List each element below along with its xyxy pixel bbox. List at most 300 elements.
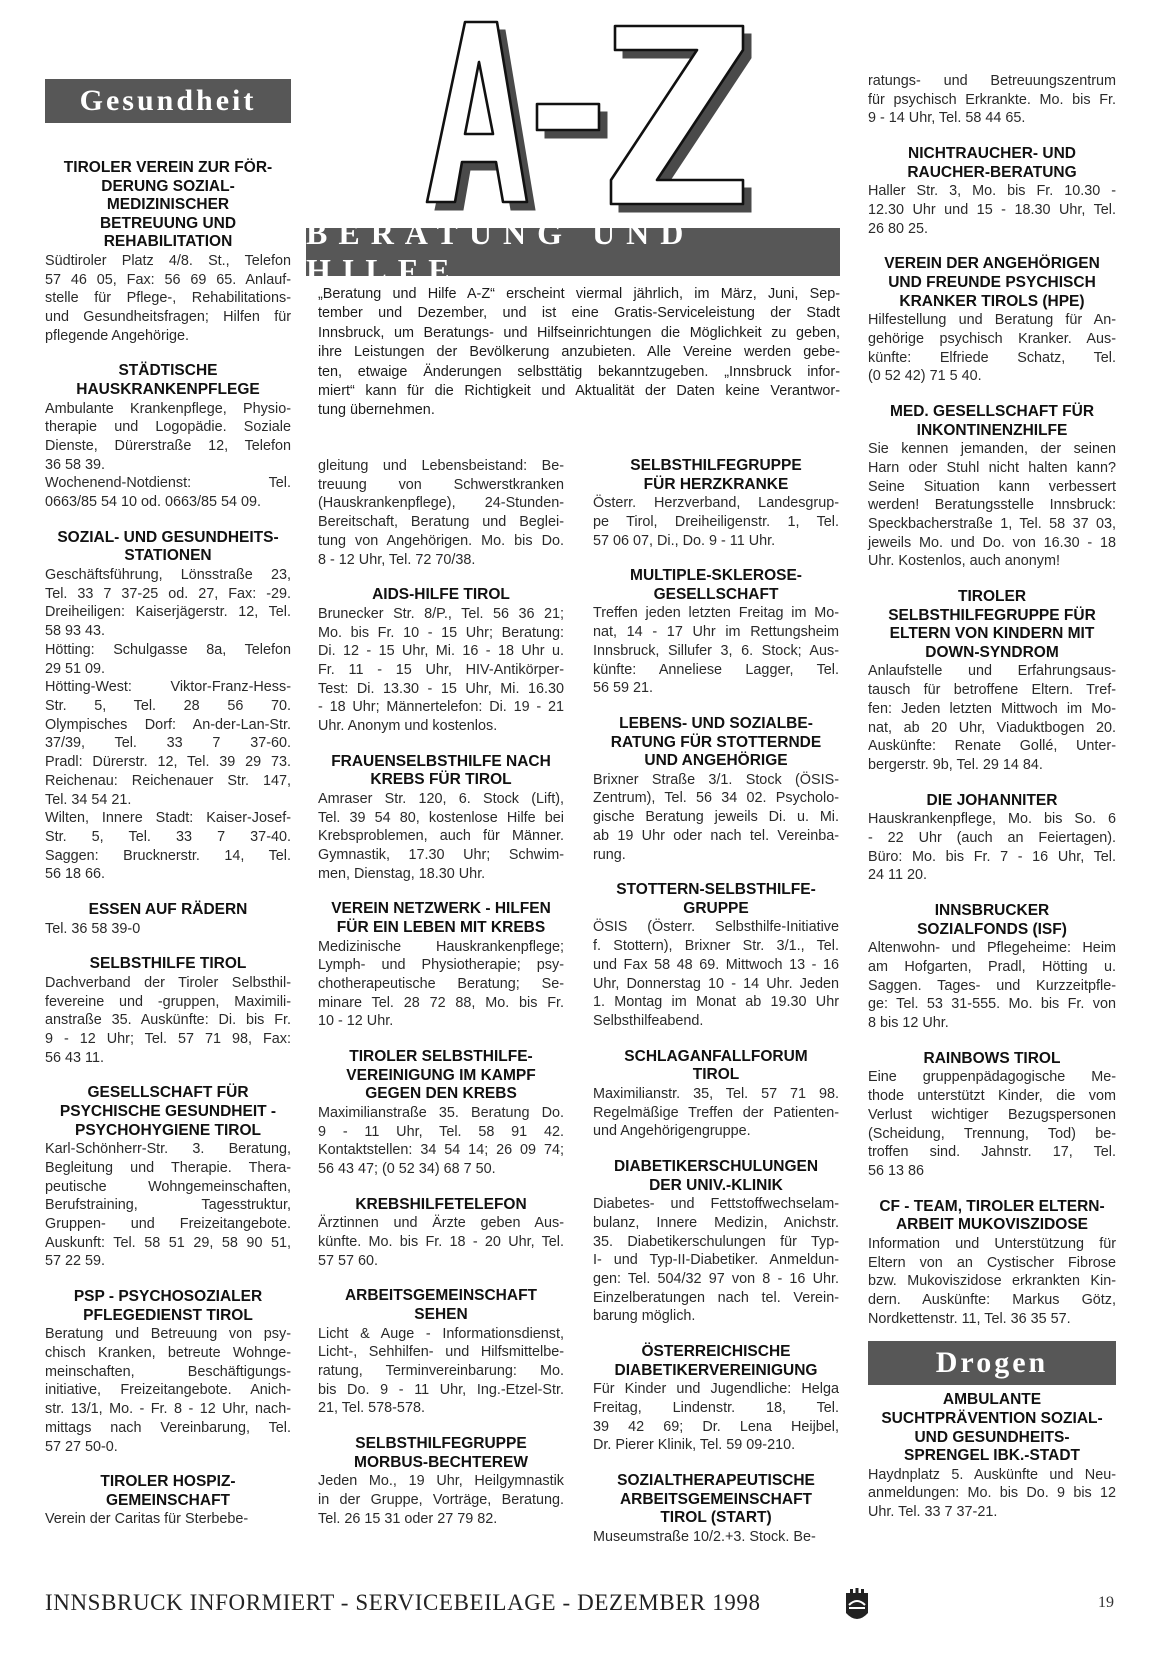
entry-body-line: minare Tel. 28 72 88, Mo. bis Fr. xyxy=(318,994,564,1011)
entry-body-line: Uhr. Anonym und kostenlos. xyxy=(318,718,498,735)
entries-list xyxy=(318,457,564,1528)
entry-body xyxy=(318,1325,564,1419)
entry-body-line: Mo. bis Fr. 10 - 15 Uhr; Beratung: xyxy=(318,624,564,641)
entry-title xyxy=(45,901,291,920)
entry-body-line: anmeldungen: Mo. bis Do. 9 bis 12 xyxy=(868,1485,1116,1502)
directory-entry xyxy=(593,1158,839,1326)
entry-title-line: SPRENGEL IBK.-STADT xyxy=(904,1447,1080,1465)
entry-body-line: Einzelberatungen nach tel. Verein- xyxy=(593,1289,839,1306)
entry-body-line: 9 - 14 Uhr, Tel. 58 44 65. xyxy=(868,110,1026,127)
entry-body-line: bulanz, Innere Medizin, Anichstr. xyxy=(593,1214,839,1231)
directory-entry xyxy=(45,901,291,938)
entry-body-line: künfte: Anneliese Lagger, Tel. xyxy=(593,661,839,678)
entry-title-line: INKONTINENZHILFE xyxy=(916,421,1068,439)
directory-entry xyxy=(868,792,1116,885)
entry-title xyxy=(593,567,839,604)
entry-body xyxy=(593,1380,839,1455)
entry-title-line: RATUNG FÜR STOTTERNDE xyxy=(610,733,822,751)
entry-body xyxy=(45,1140,291,1271)
entry-title-line: DIABETIKERVEREINIGUNG xyxy=(614,1361,818,1379)
entry-title-line: SELBSTHILFEGRUPPE xyxy=(355,1435,527,1453)
directory-entry xyxy=(868,902,1116,1033)
entry-body-line: Für Kinder und Jugendliche: Helga xyxy=(593,1381,839,1398)
entry-body-line: Hauskrankenpflege, Mo. bis So. 6 xyxy=(868,811,1116,828)
entry-title-line: STOTTERN-SELBSTHILFE- xyxy=(616,881,816,899)
entry-title-line: LEBENS- UND SOZIALBE- xyxy=(619,715,813,732)
entry-title-line: GEGEN DEN KREBS xyxy=(365,1085,517,1103)
entries-list xyxy=(868,72,1116,1328)
entry-body-line: ge: Tel. 53 31-555. Mo. bis Fr. von xyxy=(868,996,1116,1013)
entry-body-line: 58 93 43. xyxy=(45,623,106,640)
entry-title-line: RAUCHER-BERATUNG xyxy=(907,163,1077,181)
entry-body-line: Eine gruppenpädagogische Me- xyxy=(868,1069,1116,1086)
intro-line: tung übernehmen. xyxy=(318,402,435,419)
section-header-drogen xyxy=(868,1341,1116,1385)
directory-entry xyxy=(45,529,291,884)
directory-entry xyxy=(868,145,1116,238)
entry-title xyxy=(318,1287,564,1324)
entry-body-line: Licht-, Sehhilfen- und Hilfsmittelbe- xyxy=(318,1344,564,1361)
entry-title-line: DERUNG SOZIAL- xyxy=(101,177,235,195)
intro-paragraph xyxy=(318,285,840,421)
entry-body-line: in der Gruppe, Vorträge, Beratung. xyxy=(318,1492,564,1509)
entry-body-line: (Hauskrankenpflege), 24-Stunden- xyxy=(318,495,564,512)
entry-body-line: 37/39, Tel. 33 7 37-60. xyxy=(45,735,291,752)
directory-entry xyxy=(593,715,839,864)
section-title: Gesundheit xyxy=(79,84,257,117)
directory-entry xyxy=(45,955,291,1067)
entry-body-line: 57 27 50-0. xyxy=(45,1438,118,1455)
entry-body xyxy=(45,974,291,1068)
entry-body-line: 56 59 21. xyxy=(593,680,654,697)
entry-title-line: SOZIALTHERAPEUTISCHE xyxy=(617,1472,815,1490)
entries-list xyxy=(868,1391,1116,1521)
entry-body-line: nat, ab 20 Uhr, Viaduktbogen 20. xyxy=(868,719,1116,736)
directory-entry xyxy=(318,1048,564,1179)
directory-entry xyxy=(318,900,564,1031)
entry-body-line: 35. Diabetikerschulungen für Typ- xyxy=(593,1233,839,1250)
entry-title-line: UND FREUNDE PSYCHISCH xyxy=(888,274,1096,291)
entry-body xyxy=(868,72,1116,128)
entry-body-line: meinschaften, Beschäftigungs- xyxy=(45,1363,291,1380)
directory-entry xyxy=(45,362,291,511)
entry-body-line: 57 06 07, Di., Do. 9 - 11 Uhr. xyxy=(593,532,776,549)
section-header-gesundheit xyxy=(45,79,291,123)
entry-body xyxy=(593,1085,839,1141)
entry-title-line: GESELLSCHAFT FÜR xyxy=(87,1084,249,1102)
directory-entry xyxy=(318,1287,564,1418)
entry-body-line: gleitung und Lebensbeistand: Be- xyxy=(318,458,564,474)
entry-body xyxy=(593,494,839,550)
entry-body-line: Auskünfte: Renate Gollé, Unter- xyxy=(868,738,1116,755)
entry-body-line: (Scheidung, Trennung, Tod) be- xyxy=(868,1125,1116,1142)
entry-body-line: barung möglich. xyxy=(593,1308,696,1325)
entry-body xyxy=(45,252,291,346)
entry-body xyxy=(593,771,839,865)
entry-body-line: Hötting: Schulgasse 8a, Telefon xyxy=(45,641,291,658)
entry-body xyxy=(318,457,564,569)
entry-body-line: Hötting-West: Viktor-Franz-Hess- xyxy=(45,679,291,696)
entry-body-line: therapie und Logopädie. Soziale xyxy=(45,419,291,436)
entry-body-line: 10 - 12 Uhr. xyxy=(318,1013,394,1030)
directory-entry xyxy=(318,586,564,736)
entry-title-line: DOWN-SYNDROM xyxy=(925,643,1059,661)
entry-body-line: Wilten, Innere Stadt: Kaiser-Josef- xyxy=(45,810,291,827)
directory-entry xyxy=(318,457,564,569)
directory-entry xyxy=(868,403,1116,571)
entry-body-line: 9 - 12 Uhr; Tel. 57 71 98, Fax: xyxy=(45,1031,291,1048)
entry-title-line: AMBULANTE xyxy=(942,1391,1042,1409)
entry-body-line: künfte. Mo. bis Fr. 18 - 20 Uhr, Tel. xyxy=(318,1234,564,1251)
entry-body-line: Auskunft: Tel. 58 51 29, 58 90 51, xyxy=(45,1234,291,1251)
entry-body-line: und Fax 58 48 69. Mittwoch 13 - 16 xyxy=(593,956,839,973)
entry-body-line: Hilfestellung und Beratung für An- xyxy=(868,312,1116,329)
entry-body-line: Österr. Herzverband, Landesgrup- xyxy=(593,495,839,512)
entry-title-line: ARBEIT MUKOVISZIDOSE xyxy=(895,1216,1089,1234)
entry-body-line: Tel. 33 7 37-25 od. 27, Fax: -29. xyxy=(45,585,291,602)
directory-entry xyxy=(868,255,1116,386)
entry-title xyxy=(318,1196,564,1215)
entry-title-line: ARBEITSGEMEINSCHAFT xyxy=(619,1490,813,1508)
entry-body-line: 29 51 09. xyxy=(45,660,106,677)
entry-body xyxy=(868,810,1116,885)
entry-title-line: FRAUENSELBSTHILFE NACH xyxy=(331,752,551,770)
entry-title-line: UND ANGEHÖRIGE xyxy=(644,752,788,770)
entry-title xyxy=(318,900,564,937)
entry-title xyxy=(868,255,1116,311)
entry-title-line: CF - TEAM, TIROLER ELTERN- xyxy=(879,1197,1105,1215)
entry-body-line: Verlust wichtiger Bezugspersonen xyxy=(868,1106,1116,1123)
entry-body-line: Dreiheiligen: Kaiserjägerstr. 12, Tel. xyxy=(45,604,291,621)
entry-body-line: Gymnastik, 17.30 Uhr; Schwim- xyxy=(318,847,564,864)
directory-entry xyxy=(868,1050,1116,1181)
intro-line: tember und Dezember, und ist eine Gratis-Serviceleistung der Stadt xyxy=(318,305,840,322)
entry-title-line: SCHLAGANFALLFORUM xyxy=(624,1047,808,1065)
directory-entry xyxy=(593,1048,839,1141)
entry-title-line: SUCHTPRÄVENTION SOZIAL- xyxy=(881,1409,1103,1427)
entry-title xyxy=(868,588,1116,662)
entry-body-line: Treffen jeden letzten Freitag im Mo- xyxy=(593,605,839,622)
entry-body xyxy=(868,440,1116,571)
entry-title-line: STATIONEN xyxy=(124,547,212,565)
entry-body-line: 57 57 60. xyxy=(318,1252,379,1269)
intro-line: miert“ kann für die Richtigkeit und Aktualität der Daten keine Verantwor- xyxy=(318,383,840,400)
entry-title-line: SELBSTHILFE TIROL xyxy=(89,955,247,973)
entry-title-line: VEREIN DER ANGEHÖRIGEN xyxy=(884,255,1100,273)
entry-body-line: Licht & Auge - Informationsdienst, xyxy=(318,1325,564,1342)
entry-body-line: Harn oder Stuhl nicht halten kann? xyxy=(868,459,1116,476)
entry-title-line: SOZIAL- UND GESUNDHEITS- xyxy=(57,528,279,546)
entries-list xyxy=(45,159,291,1529)
entry-body xyxy=(868,1466,1116,1522)
entry-body-line: Dachverband der Tiroler Selbsthil- xyxy=(45,974,291,991)
entry-body-line: Amraser Str. 120, 6. Stock (Lift), xyxy=(318,790,564,807)
entry-body-line: jeweils Mo. und Do. von 16.30 - 18 xyxy=(868,534,1116,551)
entry-body-line: tausch für betroffene Eltern. Tref- xyxy=(868,682,1116,699)
entry-title-line: GESELLSCHAFT xyxy=(653,585,779,603)
entry-title-line: TIROL (START) xyxy=(660,1509,772,1527)
entry-body-line: 36 58 39. xyxy=(45,456,106,473)
entry-title-line: HAUSKRANKENPFLEGE xyxy=(76,381,260,399)
entry-body-line: nat, 14 - 17 Uhr im Rettungsheim xyxy=(593,624,839,641)
entry-title xyxy=(868,1391,1116,1465)
intro-line: „Beratung und Hilfe A-Z“ erscheint viermal jährlich, im März, Juni, Sep- xyxy=(318,286,840,302)
entry-body-line: Nordkettenstr. 11, Tel. 36 35 57. xyxy=(868,1310,1071,1327)
entry-title-line: SELBSTHILFEGRUPPE FÜR xyxy=(888,606,1096,624)
entry-body-line: Tel. 36 58 39-0 xyxy=(45,920,141,937)
entry-body xyxy=(868,1068,1116,1180)
entry-body-line: Ärztinnen und Ärzte geben Aus- xyxy=(318,1215,564,1232)
entry-body-line: str. 13/1, Mo. - Fr. 8 - 12 Uhr, nach- xyxy=(45,1401,291,1418)
entry-body-line: gehörige psychisch Kranker. Aus- xyxy=(868,330,1116,347)
entry-title-line: FÜR HERZKRANKE xyxy=(643,475,789,493)
entry-body-line: Saggen: Brucknerstr. 14, Tel. xyxy=(45,847,291,864)
entry-body xyxy=(593,918,839,1030)
entry-title-line: TIROLER HOSPIZ- xyxy=(100,1473,236,1491)
entry-body-line: Brunecker Str. 8/P., Tel. 56 36 21; xyxy=(318,605,564,622)
column-4 xyxy=(868,72,1116,1539)
entry-body-line: - 18 Uhr; Männertelefon: Di. 19 - 21 xyxy=(318,699,564,716)
entry-title xyxy=(45,1084,291,1140)
entry-title xyxy=(593,1472,839,1528)
entry-body-line: Pradl: Dürerstr. 12, Tel. 39 29 73. xyxy=(45,754,291,771)
column-2 xyxy=(318,457,564,1545)
entry-body-line: Selbsthilfeabend. xyxy=(593,1013,704,1029)
entry-title xyxy=(868,792,1116,811)
entry-title-line: TIROLER xyxy=(957,588,1027,606)
entry-title xyxy=(868,902,1116,939)
entry-title-line: KRANKER TIROLS (HPE) xyxy=(899,292,1085,310)
entry-body-line: gen: Tel. 504/32 97 von 8 - 16 Uhr. xyxy=(593,1271,839,1287)
entry-body-line: 56 43 11. xyxy=(45,1049,104,1066)
entry-title-line: STÄDTISCHE xyxy=(118,362,218,380)
entries-list xyxy=(593,457,839,1547)
beratung-banner xyxy=(306,215,840,288)
entry-body-line: Tel. 39 54 80, kostenlose Hilfe bei xyxy=(318,809,564,826)
entry-body-line: Str. 5, Tel. 28 56 70. xyxy=(45,698,291,714)
entry-body-line: am Hofgarten, Pradl, Hötting u. xyxy=(868,959,1116,975)
entry-body-line: Medizinische Hauskrankenpflege; xyxy=(318,938,564,955)
entry-title xyxy=(318,753,564,790)
entry-body-line: ratungs- und Betreuungszentrum xyxy=(868,73,1116,89)
entry-body xyxy=(45,400,291,512)
entry-body-line: 8 bis 12 Uhr. xyxy=(868,1015,949,1032)
entry-body-line: chotherapeutische Beratung; Se- xyxy=(318,976,564,993)
entry-title-line: KREBS FÜR TIROL xyxy=(370,771,512,789)
entry-body-line: Begleitung und Therapie. Thera- xyxy=(45,1159,291,1176)
entry-body-line: Saggen. Tages- und Kurzzeitpfle- xyxy=(868,977,1116,994)
entry-body xyxy=(593,1528,839,1547)
entry-title xyxy=(45,1473,291,1510)
entry-title xyxy=(868,403,1116,440)
entry-body xyxy=(868,182,1116,238)
intro-line: ten, etwaige Änderungen selbsttätig bekanntzugeben. „Innsbruck infor- xyxy=(318,363,840,380)
entry-body-line: Test: Di. 13.30 - 15 Uhr, Mi. 16.30 xyxy=(318,680,564,697)
entry-body-line: Haydnplatz 5. Auskünfte und Neu- xyxy=(868,1466,1116,1483)
entry-title-line: TIROLER VEREIN ZUR FÖR- xyxy=(63,159,273,176)
entry-title-line: SELBSTHILFEGRUPPE xyxy=(630,457,802,474)
page-number: 19 xyxy=(1098,1594,1114,1611)
entry-body-line: Beratung und Betreuung von psy- xyxy=(45,1326,291,1343)
entry-body-line: (0 52 42) 71 5 40. xyxy=(868,368,982,385)
entry-body-line: thode unterstützt Kinder, die vom xyxy=(868,1088,1116,1105)
directory-entry xyxy=(868,588,1116,775)
banner-title: BERATUNG UND HILFE xyxy=(306,215,695,288)
entry-title-line: REHABILITATION xyxy=(103,233,233,251)
entry-body-line: 21, Tel. 578-578. xyxy=(318,1400,425,1417)
entry-body-line: und Angehörigengruppe. xyxy=(593,1123,751,1140)
entry-body-line: Maximilianstraße 35. Beratung Do. xyxy=(318,1104,564,1121)
column-3 xyxy=(593,457,839,1564)
section-title: Drogen xyxy=(935,1346,1049,1380)
entry-title xyxy=(318,1435,564,1472)
entry-body-line: 57 46 05, Fax: 56 69 65. Anlauf- xyxy=(45,271,291,288)
entry-body xyxy=(318,938,564,1032)
entry-body-line: pe Tirol, Dreiheiligenstr. 1, Tel. xyxy=(593,513,839,530)
entry-body-line: Museumstraße 10/2.+3. Stock. Be- xyxy=(593,1528,816,1545)
entry-body-line: Seine Situation kann verbessert xyxy=(868,478,1116,495)
entry-body-line: - 22 Uhr (auch an Feiertagen). xyxy=(868,830,1116,846)
entry-body-line: Geschäftsführung, Lönsstraße 23, xyxy=(45,567,291,584)
entry-body-line: treuung von Schwerstkranken xyxy=(318,476,564,493)
entry-title xyxy=(45,159,291,252)
directory-entry xyxy=(868,1198,1116,1329)
entry-body-line: Regelmäßige Treffen der Patienten- xyxy=(593,1104,839,1121)
entry-title-line: DER UNIV.-KLINIK xyxy=(649,1176,783,1194)
entry-title xyxy=(593,1343,839,1380)
entry-body-line: gische Beratung jeweils Di. u. Mi. xyxy=(593,809,839,826)
entry-title-line: DIE JOHANNITER xyxy=(926,791,1058,809)
entry-title xyxy=(868,1050,1116,1069)
entry-body-line: 39 42 69; Dr. Lena Heijbel, xyxy=(593,1418,839,1435)
entry-title-line: PFLEGEDIENST TIROL xyxy=(83,1306,253,1324)
entry-body-line: dern. Auskünfte: Markus Götz, xyxy=(868,1291,1116,1308)
entry-title xyxy=(318,586,564,605)
entry-body-line: Uhr, Donnerstag 10 - 14 Uhr. Jeden xyxy=(593,975,839,992)
entry-body-line: fen: Jeden letzten Mittwoch im Mo- xyxy=(868,700,1116,717)
entry-body-line: Tel. 26 15 31 oder 27 79 82. xyxy=(318,1510,498,1527)
entry-body-line: für psychisch Erkrankte. Mo. bis Fr. xyxy=(868,91,1116,108)
directory-entry xyxy=(593,567,839,698)
entry-title-line: BETREUUNG UND xyxy=(99,214,237,232)
entry-body xyxy=(593,1195,839,1326)
entry-title xyxy=(593,457,839,494)
directory-entry xyxy=(593,881,839,1030)
directory-entry xyxy=(593,457,839,550)
entry-title-line: MORBUS-BECHTEREW xyxy=(354,1453,528,1471)
entry-body-line: peutische Wohngemeinschaften, xyxy=(45,1178,291,1195)
entry-body-line: 56 18 66. xyxy=(45,866,106,883)
entry-body-line: Karl-Schönherr-Str. 3. Beratung, xyxy=(45,1141,291,1158)
entry-body-line: ratung, Terminvereinbarung: Mo. xyxy=(318,1363,564,1380)
entry-body xyxy=(868,1235,1116,1329)
entry-body xyxy=(318,1472,564,1528)
entry-body-line: künfte: Elfriede Schatz, Tel. xyxy=(868,349,1116,366)
az-headline xyxy=(425,14,770,224)
column-1 xyxy=(45,79,291,1546)
entry-body-line: chisch Kranken, betreute Wohnge- xyxy=(45,1345,291,1362)
intro-line: Innsbruck, um Beratungs- und Hilfseinrichtungen die Möglichkeit zu geben, xyxy=(318,324,840,341)
directory-entry xyxy=(45,1473,291,1529)
entry-body xyxy=(45,566,291,884)
entry-title-line: SEHEN xyxy=(414,1306,468,1324)
entry-title xyxy=(868,1198,1116,1235)
entry-body-line: I- und Typ-II-Diabetiker. Anmeldun- xyxy=(593,1252,839,1269)
entry-title xyxy=(45,529,291,566)
entry-body-line: Uhr. Kostenlos, auch anonym! xyxy=(868,553,1060,570)
entry-body-line: bergerstr. 9b, Tel. 29 14 84. xyxy=(868,757,1043,773)
entry-title-line: AIDS-HILFE TIROL xyxy=(372,586,510,604)
directory-entry xyxy=(868,72,1116,128)
entry-body-line: Dr. Pierer Klinik, Tel. 59 09-210. xyxy=(593,1437,796,1454)
entry-title xyxy=(593,881,839,918)
entry-title-line: TIROL xyxy=(692,1066,740,1084)
entry-title-line: ÖSTERREICHISCHE xyxy=(641,1343,791,1361)
entry-body xyxy=(593,604,839,698)
entry-body-line: men, Dienstag, 18.30 Uhr. xyxy=(318,865,486,882)
entry-body-line: tung von Angehörigen. Mo. bis Do. xyxy=(318,532,564,549)
entry-body-line: 56 43 47; (0 52 34) 68 7 50. xyxy=(318,1161,496,1178)
entry-body-line: Speckbacherstraße 1, Tel. 58 37 03, xyxy=(868,516,1116,532)
entry-body-line: Information und Unterstützung für xyxy=(868,1235,1116,1252)
entry-title xyxy=(45,362,291,399)
entry-body-line: bzw. Mukoviszidose erkrankten Kin- xyxy=(868,1273,1116,1290)
entry-title-line: ARBEITSGEMEINSCHAFT xyxy=(344,1287,538,1305)
entry-title-line: TIROLER SELBSTHILFE- xyxy=(349,1048,533,1066)
entry-body-line: Olympisches Dorf: An-der-Lan-Str. xyxy=(45,716,291,733)
entry-body-line: Altenwohn- und Pflegeheime: Heim xyxy=(868,940,1116,957)
entry-body-line: Anlaufstelle und Erfahrungsaus- xyxy=(868,663,1116,680)
entry-title-line: DIABETIKERSCHULUNGEN xyxy=(613,1158,819,1175)
entry-body-line: Reichenau: Reichenauer Str. 147, xyxy=(45,772,291,789)
entry-title-line: MEDIZINISCHER xyxy=(106,196,230,214)
entry-title-line: VEREINIGUNG IM KAMPF xyxy=(346,1066,536,1084)
entry-title-line: PSP - PSYCHOSOZIALER xyxy=(73,1288,263,1306)
entry-body xyxy=(868,939,1116,1033)
entry-body-line: Wochenend-Notdienst: Tel. xyxy=(45,475,291,492)
directory-entry xyxy=(593,1343,839,1455)
entry-title xyxy=(593,1048,839,1085)
entry-title-line: MULTIPLE-SKLEROSE- xyxy=(630,567,802,585)
entry-body-line: 56 13 86 xyxy=(868,1162,925,1179)
entry-body xyxy=(868,662,1116,774)
entry-body-line: Brixner Straße 3/1. Stock (ÖSIS- xyxy=(593,771,839,788)
entry-body-line: Uhr. Tel. 33 7 37-21. xyxy=(868,1504,998,1521)
directory-entry xyxy=(45,1288,291,1456)
entry-body-line: Haller Str. 3, Mo. bis Fr. 10.30 - xyxy=(868,183,1116,200)
entry-title-line: GRUPPE xyxy=(683,899,749,917)
entry-body xyxy=(318,1214,564,1270)
entry-body-line: Fr. 11 - 15 Uhr, HIV-Antikörper- xyxy=(318,661,564,678)
entry-body-line: f. Stottern), Brixner Str. 3/1., Tel. xyxy=(593,938,839,955)
entry-body-line: rung. xyxy=(593,846,626,863)
entry-body-line: Berufstraining, Tagesstruktur, xyxy=(45,1197,291,1214)
entry-body-line: Eltern von an Cystischer Fibrose xyxy=(868,1254,1116,1271)
entry-body-line: 9 - 11 Uhr, Tel. 58 91 42. xyxy=(318,1123,564,1140)
entry-body-line: Di. 12 - 15 Uhr, Mi. 16 - 18 Uhr u. xyxy=(318,643,564,660)
entry-body-line: Büro: Mo. bis Fr. 7 - 16 Uhr, Tel. xyxy=(868,848,1116,865)
entry-body-line: 26 80 25. xyxy=(868,220,929,237)
entry-title xyxy=(593,715,839,771)
entry-body xyxy=(868,311,1116,386)
entry-body-line: Diabetes- und Fettstoffwechselam- xyxy=(593,1196,839,1213)
entry-title-line: SOZIALFONDS (ISF) xyxy=(917,920,1067,938)
entry-body-line: und Gesundheitsfragen; Hilfen für xyxy=(45,309,291,326)
entry-body-line: stelle für Pflege-, Rehabilitations- xyxy=(45,290,291,307)
directory-entry xyxy=(593,1472,839,1546)
entry-body-line: bis Do. 9 - 11 Uhr, Ing.-Etzel-Str. xyxy=(318,1381,564,1398)
entry-body-line: Gruppen- und Freizeitangebote. xyxy=(45,1216,291,1233)
